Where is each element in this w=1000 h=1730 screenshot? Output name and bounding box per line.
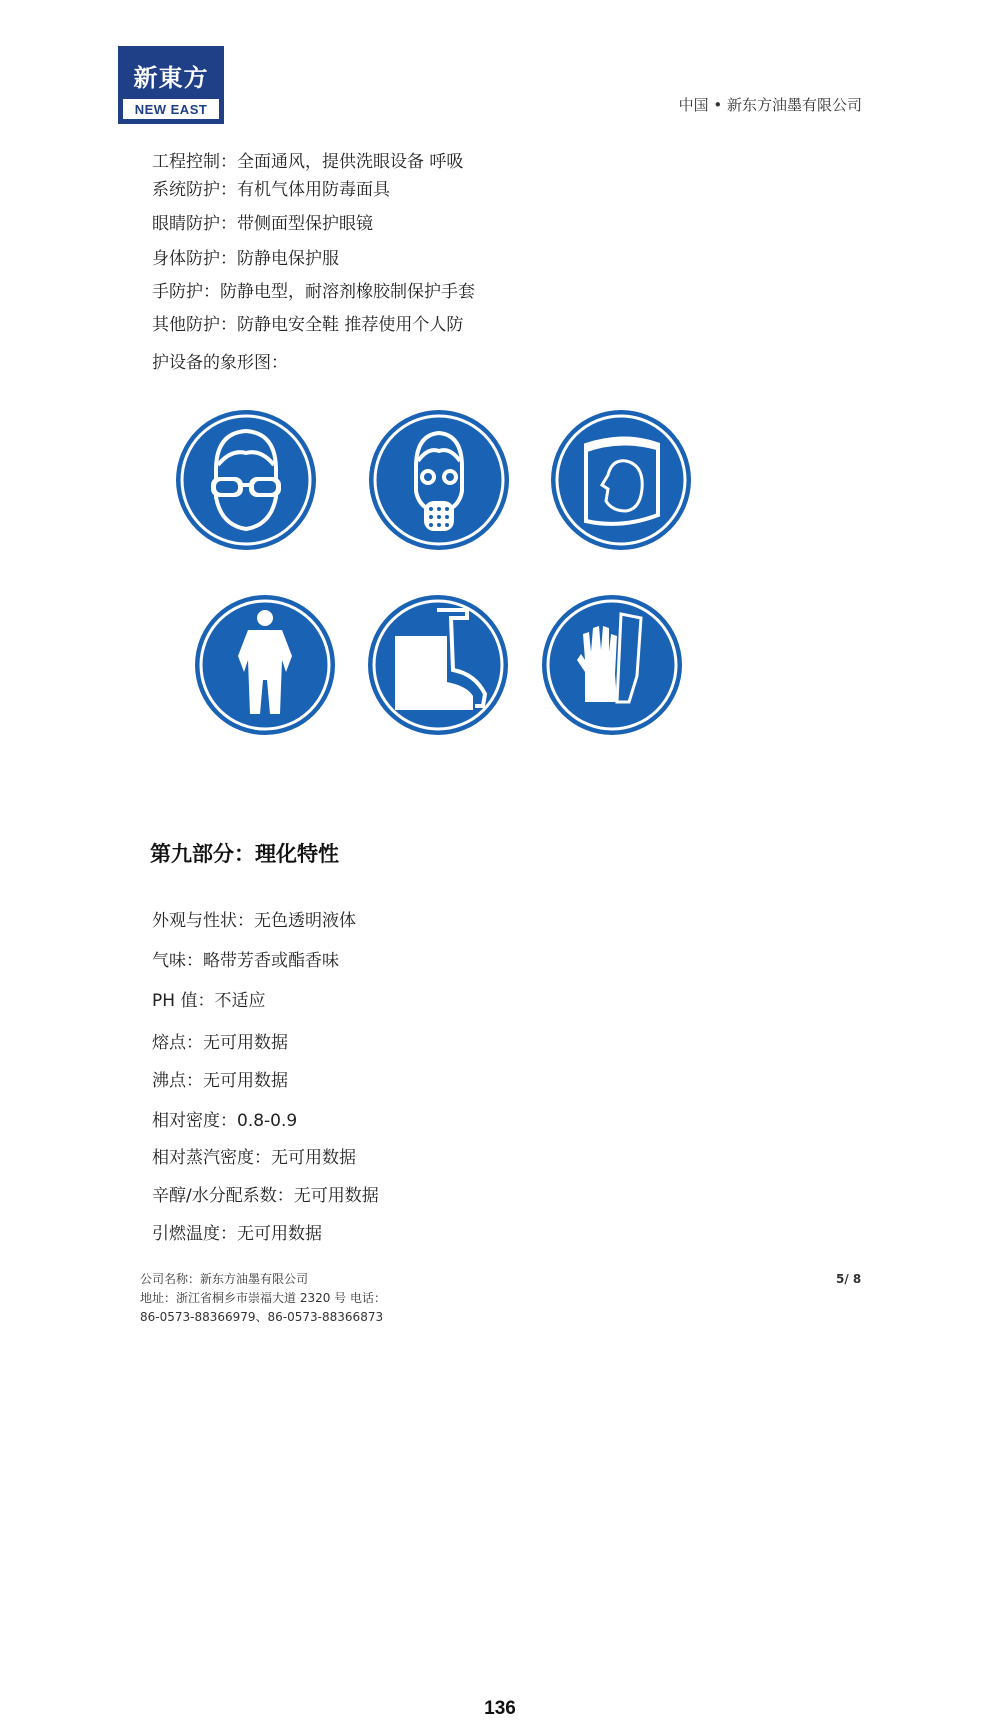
logo-english-box [123,99,219,119]
header-company-name: 中国 • 新东方油墨有限公司 [678,96,862,114]
footer-company-name: 公司名称：新东方油墨有限公司 [140,1272,309,1286]
eye-protection-line: 眼睛防护：带侧面型保护眼镜 [152,214,373,234]
hand-protection-line: 手防护：防静电型，耐溶剂橡胶制保护手套 [152,282,475,302]
melting-point-line: 熔点：无可用数据 [152,1033,288,1053]
respirator-mask-icon [364,405,514,555]
protective-clothing-icon [190,590,340,740]
logo-chinese-text: 新東方 [133,64,209,92]
vapor-density-line: 相对蒸汽密度：无可用数据 [152,1148,356,1168]
relative-density-line: 相对密度：0.8-0.9 [152,1111,298,1131]
other-protection-line: 其他防护：防静电安全鞋 推荐使用个人防 [152,315,464,335]
odor-line: 气味：略带芳香或酯香味 [152,951,339,971]
appearance-line: 外观与性状：无色透明液体 [152,911,356,931]
engineering-control-line: 工程控制：全面通风，提供洗眼设备 呼吸 [152,152,464,172]
logo-english-text: NEW EAST [134,102,208,117]
boiling-point-line: 沸点：无可用数据 [152,1071,288,1091]
page-number: 136 [484,1698,516,1719]
footer-phones: 86-0573-88366979、86-0573-88366873 [140,1310,384,1324]
footer-address: 地址：浙江省桐乡市崇福大道 2320 号 电话： [140,1291,386,1305]
protective-gloves-icon [537,590,687,740]
ph-line: PH 值：不适应 [152,991,266,1011]
respiratory-protection-line: 系统防护：有机气体用防毒面具 [152,180,390,200]
safety-goggles-icon [171,405,321,555]
section-9-title: 第九部分：理化特性 [150,842,339,866]
partition-coefficient-line: 辛醇/水分配系数：无可用数据 [152,1186,379,1206]
pictogram-intro-line: 护设备的象形图： [152,353,288,373]
company-logo [118,46,224,124]
body-protection-line: 身体防护：防静电保护服 [152,249,339,269]
face-shield-icon [546,405,696,555]
ignition-temperature-line: 引燃温度：无可用数据 [152,1224,322,1244]
footer-page-fraction: 5/ 8 [836,1272,862,1286]
safety-boots-icon [363,590,513,740]
